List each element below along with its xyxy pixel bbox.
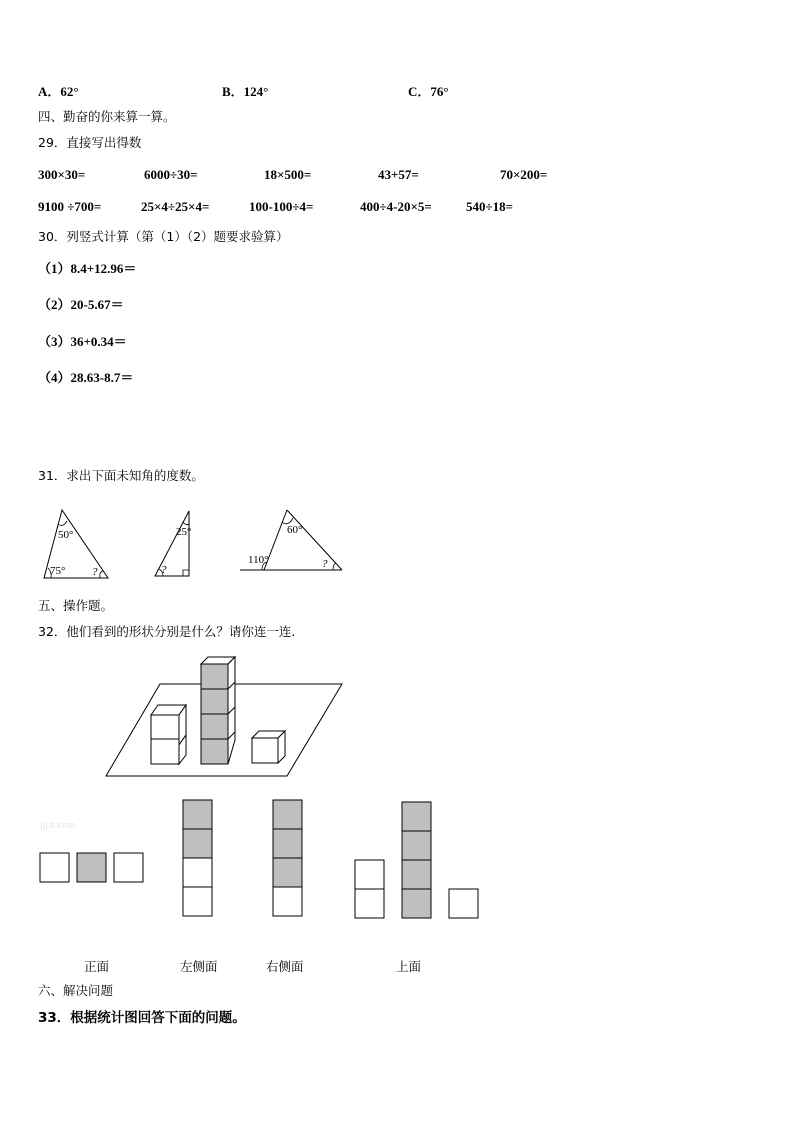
calc-item: 300×30= xyxy=(38,167,86,182)
calc-item: 400÷4-20×5= xyxy=(360,199,432,214)
angle-label: 75° xyxy=(50,565,66,577)
cube-stack-middle xyxy=(201,657,235,764)
view-label-front: 正面 xyxy=(84,959,110,974)
vertical-calc-item: （3）36+0.34＝ xyxy=(38,334,127,349)
section-title-6: 六、解决问题 xyxy=(38,983,114,998)
calc-item: 25×4÷25×4= xyxy=(141,199,210,214)
section-title-5: 五、操作题。 xyxy=(38,598,114,613)
vertical-calc-item: （2）20-5.67＝ xyxy=(38,297,124,312)
question-30-title: 30．列竖式计算（第（1）（2）题要求验算） xyxy=(38,229,289,244)
option-a: A．62° xyxy=(38,84,79,99)
option-b: B．124° xyxy=(222,84,269,99)
calc-item: 18×500= xyxy=(264,167,312,182)
question-32-title: 32．他们看到的形状分别是什么？请你连一连. xyxy=(38,624,296,639)
angle-label: 110° xyxy=(248,554,269,566)
calc-item: 43+57= xyxy=(378,167,419,182)
view-option-3[interactable] xyxy=(273,800,302,916)
cube-stack-left xyxy=(151,705,186,764)
view-label-top: 上面 xyxy=(396,959,422,974)
angle-label: 60° xyxy=(287,524,303,536)
calc-item: 540÷18= xyxy=(466,199,514,214)
question-33-title: 33．根据统计图回答下面的问题。 xyxy=(38,1010,246,1026)
stacked-cubes-scene xyxy=(106,657,342,776)
question-29-title: 29．直接写出得数 xyxy=(38,135,142,150)
view-label-right-side: 右侧面 xyxy=(266,959,304,974)
angle-unknown: ? xyxy=(322,558,328,570)
view-option-2[interactable] xyxy=(183,800,212,916)
cube-single-right xyxy=(252,731,285,763)
angle-label: 50° xyxy=(58,529,74,541)
angle-label: 25° xyxy=(176,526,192,538)
view-label-left-side: 左侧面 xyxy=(180,959,218,974)
view-option-4[interactable] xyxy=(355,802,478,918)
section-title-4: 四、勤奋的你来算一算。 xyxy=(38,109,176,124)
calc-item: 6000÷30= xyxy=(144,167,198,182)
angle-unknown: ? xyxy=(161,564,167,576)
view-option-1[interactable] xyxy=(40,853,143,882)
calc-item: 100-100÷4= xyxy=(249,199,314,214)
calc-item: 9100 ÷700= xyxy=(38,199,102,214)
option-c: C．76° xyxy=(408,84,449,99)
question-31-title: 31．求出下面未知角的度数。 xyxy=(38,468,204,483)
calc-item: 70×200= xyxy=(500,167,548,182)
vertical-calc-item: （1）8.4+12.96＝ xyxy=(38,261,137,276)
watermark: jg.n.com xyxy=(40,820,75,831)
vertical-calc-item: （4）28.63-8.7＝ xyxy=(38,370,134,385)
angle-unknown: ? xyxy=(92,566,98,578)
